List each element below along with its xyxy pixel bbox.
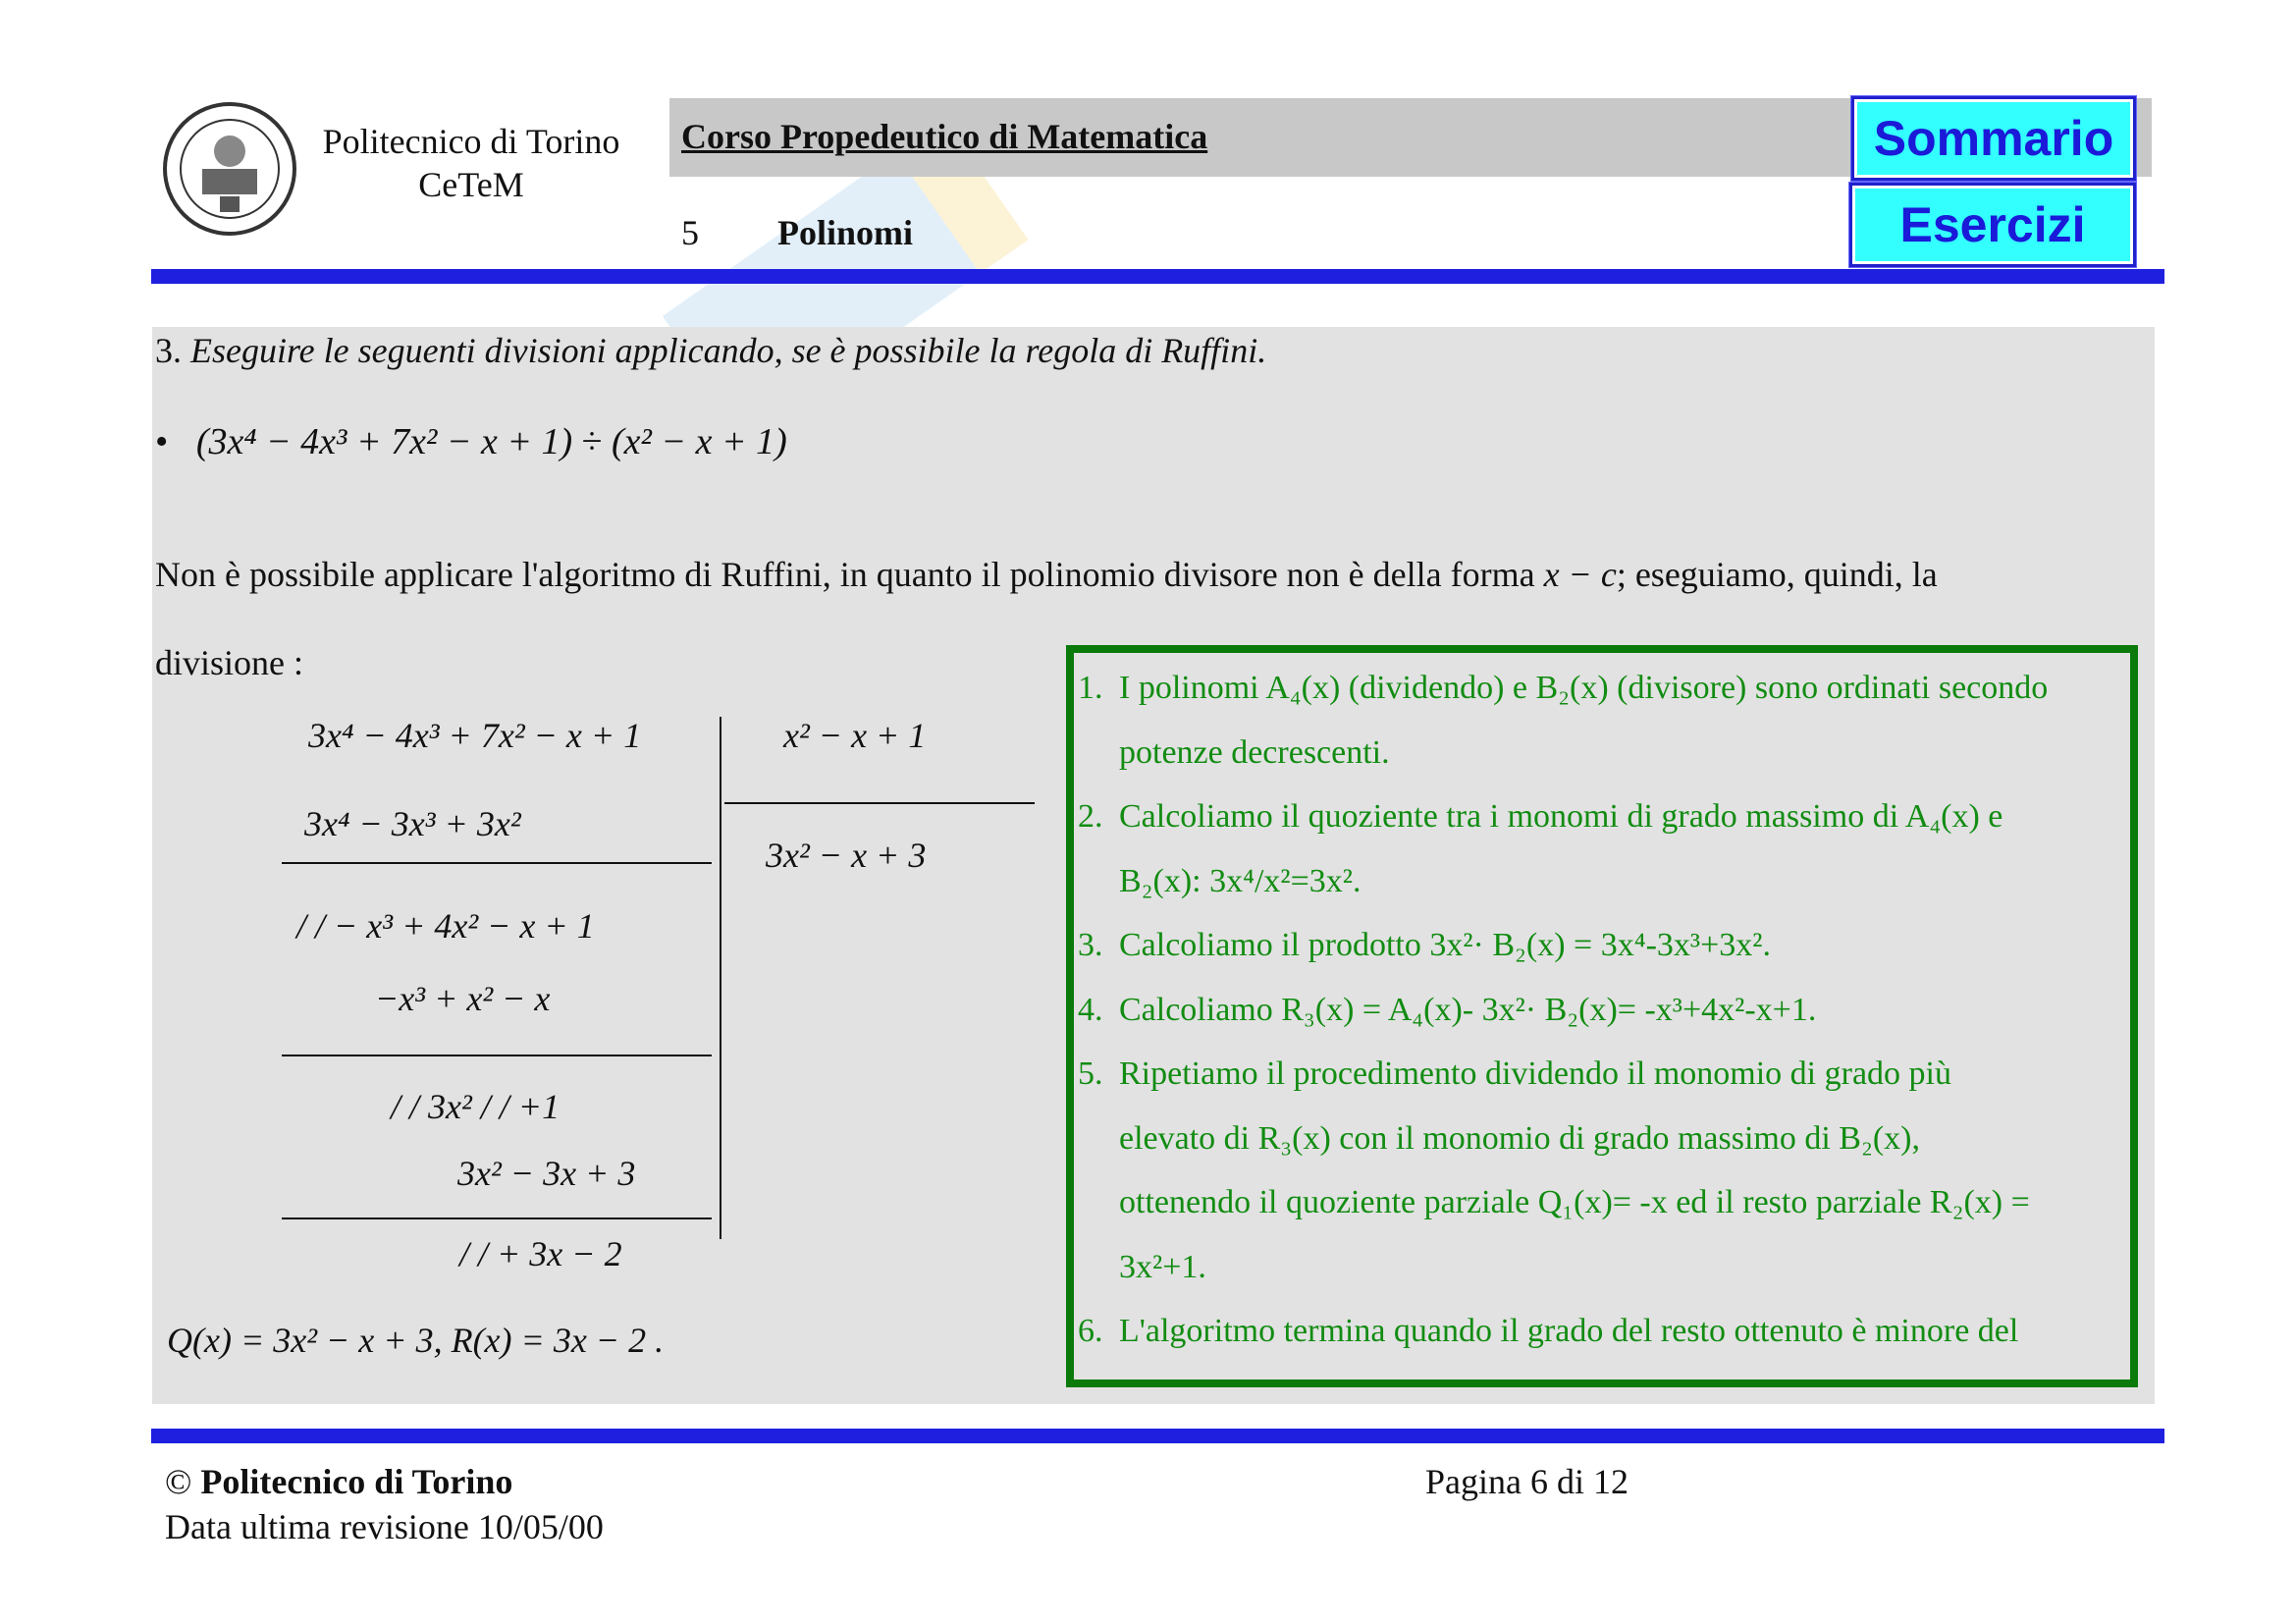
division-sub-2: −x³ + x² − x [375,979,551,1018]
division-remainder-2: / / 3x² / / +1 [391,1087,561,1126]
exercise-title [155,330,1266,371]
institution-block [294,120,648,206]
division-rule-3 [282,1217,712,1219]
step-text: 3x²+1. [1119,1248,1206,1285]
exercise-number: 3. [155,331,182,370]
step-text: Calcoliamo R₃(x) = A₄(x)- 3x²· B₂(x)= -x³+4x²-x+1. [1119,991,1817,1028]
formula-dividend: (3x⁴ − 4x³ + 7x² − x + 1) [195,421,573,462]
formula-operator: ÷ [581,421,603,462]
institution-name: Politecnico di Torino [322,122,620,161]
step-text: L'algoritmo termina quando il grado del resto ottenuto è minore del [1119,1313,2019,1349]
division-sub-1: 3x⁴ − 3x³ + 3x² [304,804,521,843]
step-line [1078,849,2120,914]
para-math: x − c [1543,555,1617,594]
para-text-2: ; eseguiamo, quindi, la [1616,555,1938,594]
step-text: Calcoliamo il prodotto 3x²· B₂(x) = 3x⁴-3x³+3x². [1119,927,1771,963]
header-divider [151,269,2164,284]
division-remainder-1: / / − x³ + 4x² − x + 1 [296,906,595,946]
page-number: Pagina 6 di 12 [1425,1462,1629,1501]
para-line-2: divisione : [155,643,303,682]
exercise-instruction: Eseguire le seguenti divisioni applicando, se è possibile la regola di Ruffini. [190,331,1267,370]
esercizi-button[interactable]: Esercizi [1849,183,2136,267]
step-line [1078,721,2120,785]
step-number: 2. [1078,798,1103,835]
division-divisor: x² − x + 1 [783,716,927,755]
step-number: 4. [1078,991,1103,1028]
step-text: Calcoliamo il quoziente tra i monomi di grado massimo di A₄(x) e [1119,798,2003,835]
division-sub-3: 3x² − 3x + 3 [457,1154,636,1193]
copyright-name: Politecnico di Torino [200,1462,513,1501]
step-number: 5. [1078,1055,1103,1092]
division-result: Q(x) = 3x² − x + 3, R(x) = 3x − 2 . [167,1321,665,1360]
step-text: B₂(x): 3x⁴/x²=3x². [1119,862,1362,899]
chapter-title: Polinomi [777,213,914,252]
step-line [1078,656,2120,721]
division-divisor-line [724,802,1035,804]
steps-list [1078,656,2120,1364]
step-number: 3. [1078,927,1103,963]
step-line [1078,1235,2120,1300]
step-text: potenze decrescenti. [1119,733,1390,771]
sommario-button[interactable]: Sommario [1851,96,2136,181]
politecnico-seal-logo [157,100,302,238]
division-dividend: 3x⁴ − 4x³ + 7x² − x + 1 [308,716,642,755]
center-name: CeTeM [418,165,524,204]
para-text-1: Non è possibile applicare l'algoritmo di Ruffini, in quanto il polinomio divisore non è della forma [155,555,1535,594]
chapter-number: 5 [681,213,699,252]
division-rule-2 [282,1055,712,1056]
step-text: I polinomi A₄(x) (dividendo) e B₂(x) (divisore) sono ordinati secondo [1119,670,2049,706]
step-line [1078,978,2120,1043]
step-line [1078,1042,2120,1107]
division-remainder-3: / / + 3x − 2 [459,1234,622,1273]
revision-date: Data ultima revisione 10/05/00 [165,1507,604,1546]
step-text: elevato di R₃(x) con il monomio di grado massimo di B₂(x), [1119,1119,1920,1157]
step-number: 1. [1078,670,1103,706]
footer-copyright [165,1461,512,1502]
exercise-formula [155,420,787,463]
step-line [1078,1107,2120,1171]
step-line [1078,784,2120,849]
step-text: Ripetiamo il procedimento dividendo il monomio di grado più [1119,1055,1951,1092]
copyright-symbol: © [165,1462,192,1501]
division-quotient: 3x² − x + 3 [766,836,927,875]
formula-divisor: (x² − x + 1) [612,421,787,462]
course-title: Corso Propedeutico di Matematica [681,117,1208,156]
step-line [1078,1170,2120,1235]
step-number: 6. [1078,1313,1103,1349]
step-line [1078,913,2120,978]
bullet: • [155,421,169,462]
step-text: ottenendo il quoziente parziale Q₁(x)= -x ed il resto parziale R₂(x) = [1119,1184,2030,1220]
step-line [1078,1299,2120,1364]
division-vertical-line [720,717,721,1239]
division-rule-1 [282,862,712,864]
footer-divider [151,1429,2164,1443]
